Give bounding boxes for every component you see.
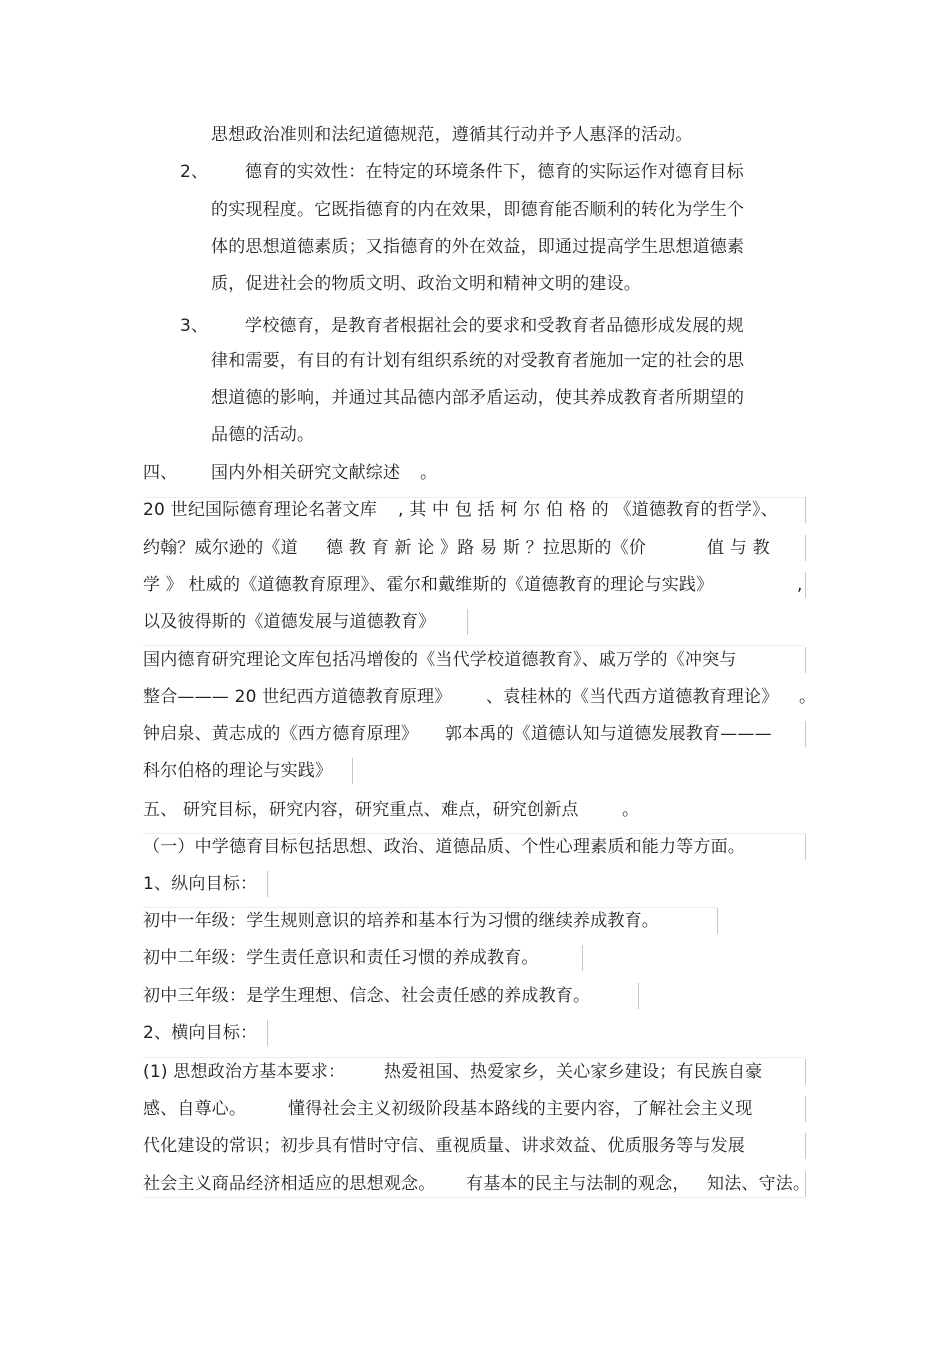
table-rule [143, 1197, 805, 1198]
cell-border [352, 758, 353, 784]
cell-border [805, 1059, 806, 1085]
cell-border [805, 834, 806, 860]
cell-border [805, 572, 806, 598]
paragraph-line: 学校德育，是教育者根据社会的要求和受教育者品德形成发展的规 [245, 316, 744, 336]
literature-line: , 其 中 包 括 柯 尔 伯 格 的 《道德教育的哲学》、 [398, 500, 778, 520]
literature-line: 20 世纪国际德育理论名著文库 [143, 500, 378, 520]
table-rule [143, 907, 717, 908]
literature-line: 。 [799, 687, 817, 707]
literature-line: 德 教 育 新 论 》路 易 斯 ？拉思斯的《价 [326, 538, 647, 558]
paragraph-line: 品德的活动。 [211, 425, 315, 445]
cell-border [805, 721, 806, 747]
paragraph-line: 想道德的影响，并通过其品德内部矛盾运动，使其养成教育者所期望的 [211, 388, 745, 408]
requirement-line: 有基本的民主与法制的观念， [466, 1174, 690, 1194]
requirement-line: 热爱祖国、热爱家乡，关心家乡建设；有民族自豪 [384, 1062, 763, 1082]
requirement-line: (1) 思想政治方基本要求： [143, 1062, 346, 1082]
grade-goal: 初中一年级：学生规则意识的培养和基本行为习惯的继续养成教育。 [143, 911, 659, 931]
literature-line: 钟启泉、黄志成的《西方德育原理》 [143, 724, 419, 744]
subsection-heading: 2、横向目标： [143, 1023, 258, 1043]
requirement-line: 社会主义商品经济相适应的思想观念。 [143, 1174, 436, 1194]
literature-line: 、袁桂林的《当代西方道德教育理论》 [486, 687, 779, 707]
cell-border [582, 945, 583, 971]
cell-border [805, 1096, 806, 1122]
subsection-heading: 1、纵向目标： [143, 874, 258, 894]
cell-border [805, 647, 806, 673]
table-rule [143, 833, 805, 834]
section-heading-end: 。 [420, 463, 438, 483]
cell-border [638, 983, 639, 1009]
section-number: 四、 [143, 463, 178, 483]
paragraph-line: 体的思想道德素质；又指德育的外在效益，即通过提高学生思想道德素 [211, 237, 745, 257]
goal-intro: （一）中学德育目标包括思想、政治、道德品质、个性心理素质和能力等方面。 [143, 837, 745, 857]
literature-line: , [797, 575, 803, 595]
literature-line: 国内德育研究理论文库包括冯增俊的《当代学校道德教育》、戚万学的《冲突与 [143, 650, 737, 670]
cell-border [805, 497, 806, 523]
table-rule [143, 645, 805, 646]
section-heading: 国内外相关研究文献综述 [211, 463, 401, 483]
requirement-line: 代化建设的常识；初步具有惜时守信、重视质量、讲求效益、优质服务等与发展 [143, 1136, 745, 1156]
cell-border [467, 609, 468, 635]
cell-border [267, 871, 268, 897]
cell-border [805, 1171, 806, 1197]
paragraph-line: 质，促进社会的物质文明、政治文明和精神文明的建设。 [211, 274, 641, 294]
literature-line: 郭本禹的《道德认知与道德发展教育——— [445, 724, 772, 744]
cell-border [267, 1020, 268, 1046]
table-rule [143, 1057, 805, 1058]
requirement-line: 感、自尊心。 [143, 1099, 247, 1119]
literature-line: 整合——— 20 世纪西方道德教育原理》 [143, 687, 452, 707]
paragraph-line: 思想政治准则和法纪道德规范，遵循其行动并予人惠泽的活动。 [211, 125, 693, 145]
literature-line: 约翰？威尔逊的《道 [143, 538, 298, 558]
paragraph-line: 律和需要，有目的有计划有组织系统的对受教育者施加一定的社会的思 [211, 351, 745, 371]
requirement-line: 懂得社会主义初级阶段基本路线的主要内容，了解社会主义现 [288, 1099, 753, 1119]
grade-goal: 初中三年级：是学生理想、信念、社会责任感的养成教育。 [143, 986, 591, 1006]
cell-border [805, 535, 806, 561]
requirement-line: 知法、守法。 [707, 1174, 811, 1194]
literature-line: 学 》 杜威的《道德教育原理》、霍尔和戴维斯的《道德教育的理论与实践》 [143, 575, 714, 595]
literature-line: 值 与 教 [707, 538, 770, 558]
table-rule [143, 497, 805, 498]
list-number: 2、 [180, 162, 209, 182]
list-number: 3、 [180, 316, 209, 336]
paragraph-line: 德育的实效性：在特定的环境条件下，德育的实际运作对德育目标 [245, 162, 744, 182]
section-heading: 五、 研究目标，研究内容，研究重点、难点，研究创新点 [143, 800, 579, 820]
literature-line: 以及彼得斯的《道德发展与道德教育》 [143, 612, 436, 632]
paragraph-line: 的实现程度。它既指德育的内在效果，即德育能否顺利的转化为学生个 [211, 200, 745, 220]
cell-border [717, 908, 718, 934]
cell-border [805, 1133, 806, 1159]
grade-goal: 初中二年级：学生责任意识和责任习惯的养成教育。 [143, 948, 539, 968]
section-heading-end: 。 [622, 800, 640, 820]
literature-line: 科尔伯格的理论与实践》 [143, 761, 333, 781]
